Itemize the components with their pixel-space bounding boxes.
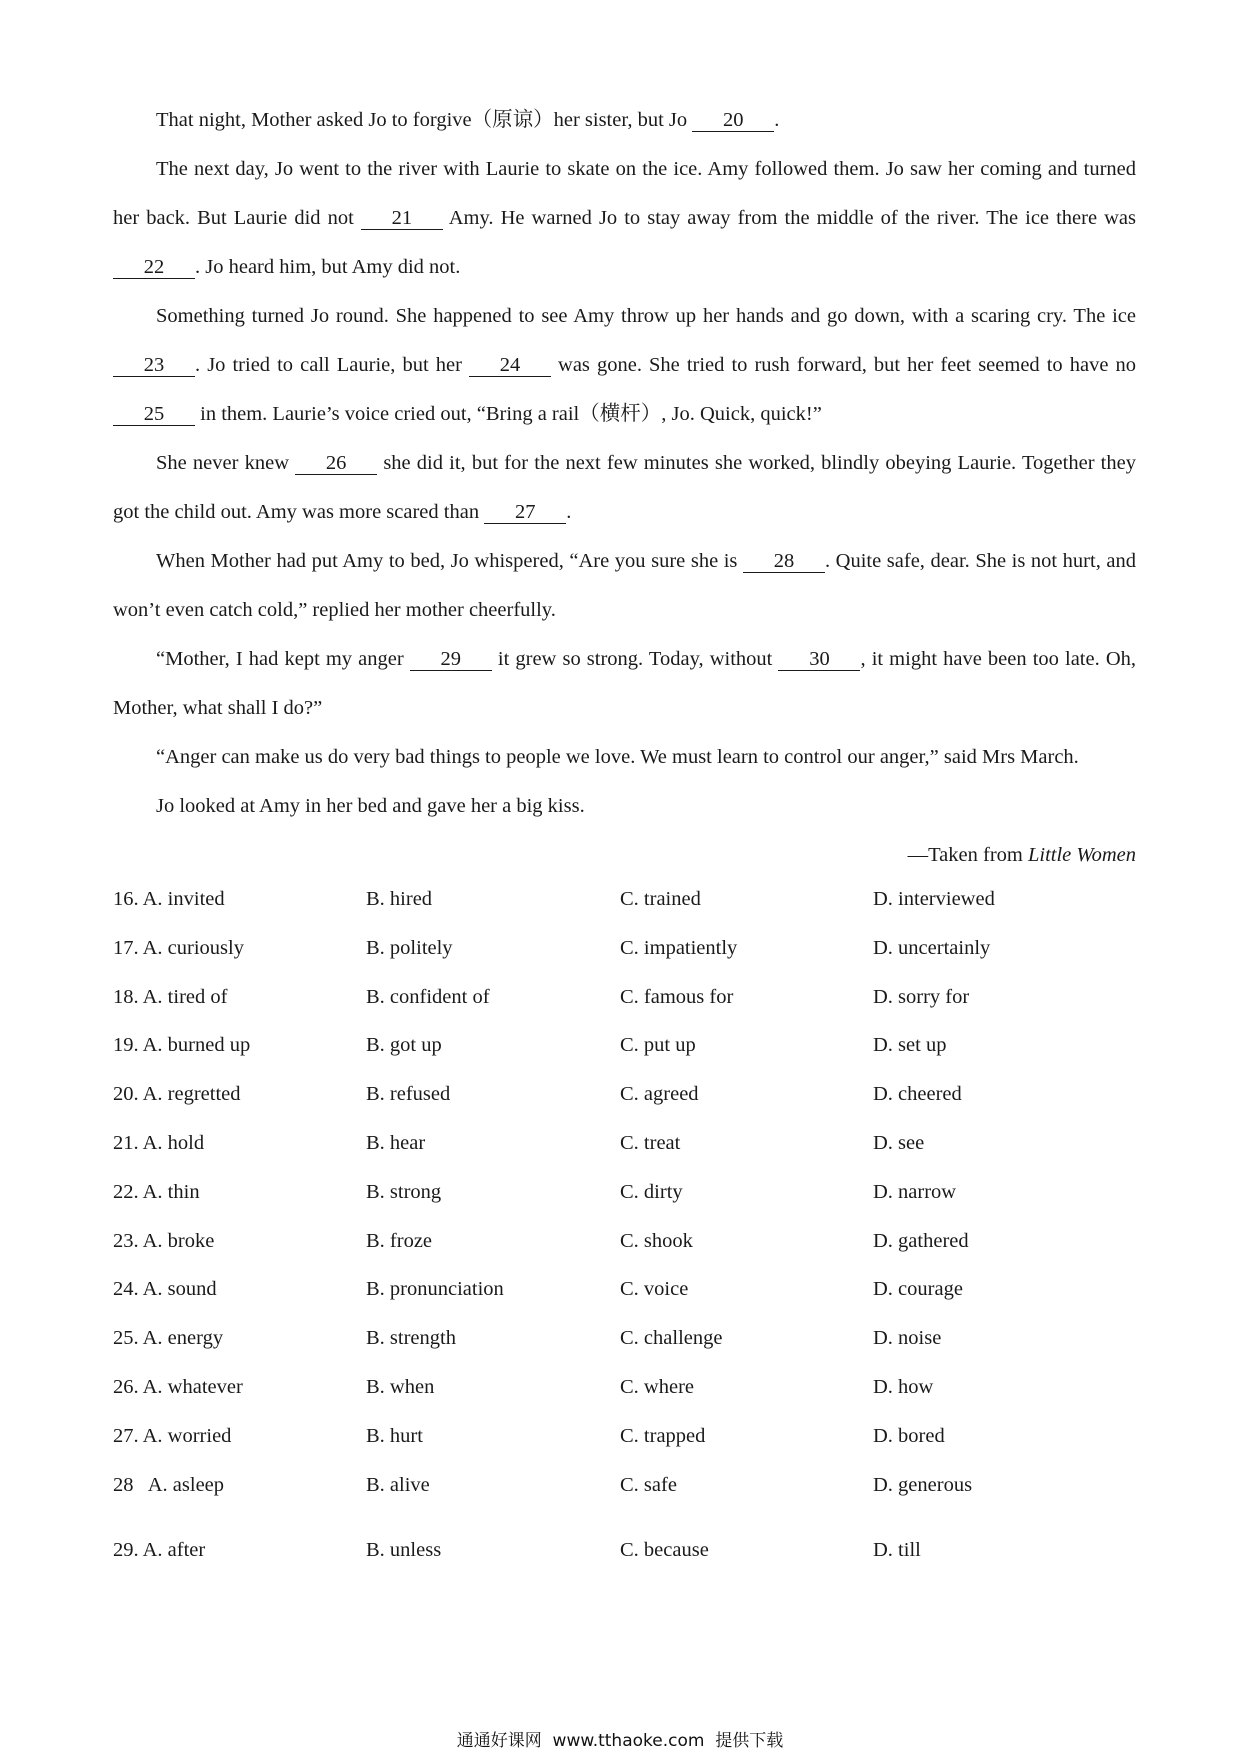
option-a: 16. A. invited <box>113 888 225 910</box>
option-a: 18. A. tired of <box>113 985 228 1008</box>
option-a: 24. A. sound <box>113 1278 217 1301</box>
option-c: C. trapped <box>620 1424 706 1447</box>
option-b: B. strong <box>366 1180 442 1203</box>
blank-30: 30 <box>778 648 860 671</box>
option-c: C. famous for <box>620 985 734 1008</box>
option-a: 26. A. whatever <box>113 1375 243 1398</box>
question-row-23 <box>113 1217 1136 1266</box>
blank-24: 24 <box>469 354 551 377</box>
blank-27: 27 <box>484 501 566 524</box>
option-c: C. voice <box>620 1278 689 1301</box>
option-d: D. sorry for <box>873 985 970 1008</box>
option-c: C. because <box>620 1539 709 1562</box>
option-b: B. alive <box>366 1473 430 1496</box>
question-row-27 <box>113 1412 1136 1461</box>
option-c: C. dirty <box>620 1180 683 1203</box>
option-b: B. confident of <box>366 985 490 1008</box>
option-b: B. refused <box>366 1083 451 1106</box>
question-row-20 <box>113 1070 1136 1119</box>
question-row-25 <box>113 1314 1136 1363</box>
option-b: B. hurt <box>366 1424 423 1447</box>
paragraph-1: That night, Mother asked Jo to forgive（原谅）her sister, but Jo 20 . <box>156 109 780 131</box>
paragraph-4: She never knew 26 she did it, but for the next few minutes she worked, blindly obeying Laurie. Together they got the child out. Amy was more scared than 27 . <box>113 452 1136 523</box>
question-row-28 <box>113 1461 1136 1510</box>
blank-29: 29 <box>410 648 492 671</box>
option-a: 28 A. asleep <box>113 1473 225 1496</box>
blank-25: 25 <box>113 403 195 426</box>
blank-20: 20 <box>692 109 774 132</box>
blank-23: 23 <box>113 354 195 377</box>
option-c: C. shook <box>620 1229 693 1252</box>
option-a: 20. A. regretted <box>113 1083 241 1106</box>
option-c: C. treat <box>620 1131 681 1154</box>
question-row-17 <box>113 924 1136 973</box>
option-a: 23. A. broke <box>113 1229 215 1252</box>
question-row-22 <box>113 1168 1136 1217</box>
option-d: D. narrow <box>873 1180 957 1203</box>
question-row-29 <box>113 1526 1136 1575</box>
option-a: 17. A. curiously <box>113 936 244 959</box>
paragraph-6: “Mother, I had kept my anger 29 it grew so strong. Today, without 30 , it might have been too late. Oh, Mother, what shall I do?” <box>113 648 1136 719</box>
question-row-26 <box>113 1363 1136 1412</box>
option-a: 22. A. thin <box>113 1180 200 1203</box>
option-a: 29. A. after <box>113 1539 206 1562</box>
paragraph-3: Something turned Jo round. She happened to see Amy throw up her hands and go down, with a scaring cry. The ice 23 . Jo tried to call Laurie, but her 24 was gone. She tried to rush forward, but her feet seemed to have no 25 in them. Laurie’s voice cried out, “Bring a rail（横杆）, Jo. Quick, quick!” <box>113 292 1136 439</box>
option-d: D. gathered <box>873 1229 969 1252</box>
blank-28: 28 <box>743 550 825 573</box>
option-a: 19. A. burned up <box>113 1034 251 1057</box>
option-d: D. cheered <box>873 1083 962 1106</box>
option-d: D. set up <box>873 1034 947 1057</box>
reading-passage <box>113 96 1136 880</box>
option-b: B. got up <box>366 1034 442 1057</box>
answer-options <box>113 875 1136 1575</box>
option-b: B. froze <box>366 1229 433 1252</box>
option-c: C. impatiently <box>620 936 738 959</box>
question-row-21 <box>113 1119 1136 1168</box>
option-a: 27. A. worried <box>113 1424 232 1447</box>
option-c: C. challenge <box>620 1327 723 1350</box>
option-c: C. safe <box>620 1473 677 1496</box>
option-a: 21. A. hold <box>113 1131 205 1154</box>
question-row-18 <box>113 973 1136 1022</box>
option-b: B. strength <box>366 1327 456 1350</box>
option-b: B. hear <box>366 1131 426 1154</box>
option-d: D. bored <box>873 1424 945 1447</box>
option-c: C. trained <box>620 888 701 910</box>
option-c: C. put up <box>620 1034 696 1057</box>
option-b: B. unless <box>366 1539 442 1562</box>
paragraph-5: When Mother had put Amy to bed, Jo whispered, “Are you sure she is 28 . Quite safe, dear. She is not hurt, and won’t even catch cold,” replied her mother cheerfully. <box>113 550 1136 621</box>
option-b: B. pronunciation <box>366 1278 504 1301</box>
option-a: 25. A. energy <box>113 1327 224 1350</box>
question-row-24 <box>113 1265 1136 1314</box>
option-b: B. politely <box>366 936 453 959</box>
page-footer: 通通好课网 www.tthaoke.com 提供下载 <box>456 1731 784 1751</box>
blank-21: 21 <box>361 207 443 230</box>
option-c: C. agreed <box>620 1083 699 1106</box>
blank-26: 26 <box>295 452 377 475</box>
option-d: D. till <box>873 1539 921 1562</box>
option-c: C. where <box>620 1375 695 1398</box>
option-d: D. see <box>873 1131 925 1154</box>
source-title: Little Women <box>1027 844 1136 866</box>
paragraph-2: The next day, Jo went to the river with Laurie to skate on the ice. Amy followed them. Jo saw her coming and turned her back. But Laurie did not 21 Amy. He warned Jo to stay away from the middle of the river. The ice there was 22 . Jo heard him, but Amy did not. <box>113 158 1136 278</box>
paragraph-7: “Anger can make us do very bad things to people we love. We must learn to control our anger,” said Mrs March. <box>156 746 1079 768</box>
option-d: D. generous <box>873 1473 973 1496</box>
blank-22: 22 <box>113 256 195 279</box>
source-citation: —Taken from Little Women <box>907 844 1136 866</box>
option-d: D. interviewed <box>873 888 995 910</box>
question-row-19 <box>113 1021 1136 1070</box>
option-b: B. hired <box>366 888 433 910</box>
option-d: D. courage <box>873 1278 963 1301</box>
option-d: D. uncertainly <box>873 936 991 959</box>
question-row-16 <box>113 875 1136 924</box>
option-d: D. how <box>873 1375 934 1398</box>
option-d: D. noise <box>873 1327 942 1350</box>
option-b: B. when <box>366 1375 435 1398</box>
paragraph-8: Jo looked at Amy in her bed and gave her a big kiss. <box>156 795 585 817</box>
